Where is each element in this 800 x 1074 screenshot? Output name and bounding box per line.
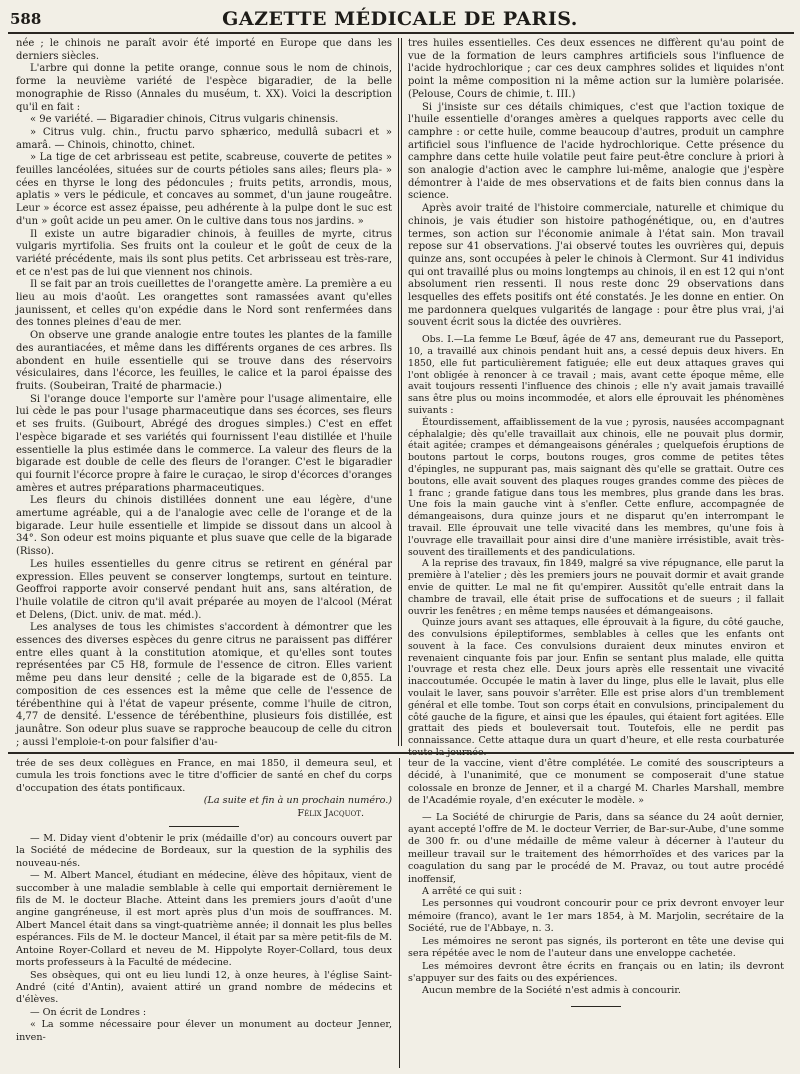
column-bottom-left bbox=[16, 758, 392, 1070]
news-separator bbox=[169, 826, 239, 827]
news-item: Les mémoires ne seront pas signés, ils porteront en tête une devise qui sera répétée avec le nom de l'auteur dans une enveloppe cachetée. bbox=[408, 935, 784, 960]
page-header bbox=[10, 6, 790, 30]
column-divider-top bbox=[398, 38, 399, 746]
paragraph: Les huiles essentielles du genre citrus se retirent en général par expression. Elles peuvent se conserver longtemps, surtout en teinture. Geoffroi rapporte avoir conservé pendant huit ans, sans altération, de l'huile volatile de citron qu'il avait préparée au moyen de l'alcool (Mérat et Delens, (Dict. univ. de mat. méd.). bbox=[16, 558, 392, 621]
paragraph: Il existe un autre bigaradier chinois, à feuilles de myrte, citrus vulgaris myrtifolia. Ses fruits ont la couleur et le goût de ceux de la variété précédente, mais ils sont plus petits. Cet arbrisseau est très-rare, et ce n'est pas de lui que viennent nos chinois. bbox=[16, 228, 392, 278]
paragraph: née ; le chinois ne paraît avoir été importé en Europe que dans les derniers siècles. bbox=[16, 38, 392, 62]
author-signature: Félix Jacquot. bbox=[297, 807, 364, 819]
paragraph: » Citrus vulg. chin., fructu parvo sphærico, medullâ subacri et » amarâ. — Chinois, chinotto, chinet. bbox=[16, 126, 392, 151]
journal-title: GAZETTE MÉDICALE DE PARIS. bbox=[222, 8, 578, 30]
paragraph: « 9e variété. — Bigaradier chinois, Citrus vulgaris chinensis. bbox=[30, 114, 339, 126]
paragraph: Après avoir traité de l'histoire commerciale, naturelle et chimique du chinois, je vais étudier son histoire pathogénétique, ou, en d'autres termes, son action sur l'économie animale à l'état sain. Mon travail repose sur 41 observations. J'ai observé toutes les ouvrières qui, depuis quinze ans, sont occupées à peler le chinois à Clermont. Sur 41 individus qui ont travaillé plus ou moins longtemps au chinois, il en est 12 qui n'ont absolument rien ressenti. Il nous reste donc 29 observations dans lesquelles des effets positifs ont été constatés. Je les donne en entier. On me pardonnera quelques vulgarités de langage : pour être plus vrai, j'ai souvent écrit sous la dictée des ouvrières. bbox=[408, 203, 784, 329]
column-divider-bottom bbox=[399, 758, 400, 1068]
paragraph: Il se fait par an trois cueillettes de l'orangette amère. La première a eu lieu au mois d'août. Les orangettes sont ramassées avant qu'elles jaunissent, et celles qu'on expédie dans le Nord sont renfermées dans des tonnes pleines d'eau de mer. bbox=[16, 279, 392, 329]
observation-paragraph: Obs. I.—La femme Le Bœuf, âgée de 47 ans, demeurant rue du Passeport, 10, a travaillé aux chinois pendant huit ans, a cessé depuis deux hivers. En 1850, elle fut particulièrement fatiguée; elle eut deux attaques graves qui l'ont obligée à renoncer à ce travail ; mais, avant cette époque même, elle avait toujours ressenti l'influence des chinois ; elle n'y avait jamais travaillé sans être plus ou moins incommodée, et alors elle éprouvait les phénomènes suivants : bbox=[408, 334, 784, 416]
news-item: — La Société de chirurgie de Paris, dans sa séance du 24 août dernier, ayant accepté l'offre de M. le docteur Verrier, de Bar-sur-Aube, d'une somme de 300 fr. ou d'une médaille de même valeur à décerner à l'auteur du meilleur travail sur le traitement des hémorrhoïdes et des varices par la coagulation du sang par le procédé de M. Pravaz, ou tout autre procédé inoffensif, bbox=[408, 811, 784, 885]
news-item: Aucun membre de la Société n'est admis à concourir. bbox=[422, 985, 681, 997]
header-rule bbox=[8, 32, 794, 34]
observation-paragraph: Étourdissement, affaiblissement de la vue ; pyrosis, nausées accompagnant céphalalgie; dès qu'elle travaillait aux chinois, elle ne pouvait plus dormir, était agitée; crampes et démangeaisons générales ; quelquefois éruptions de boutons partout le corps, boutons rouges, gros comme de petites têtes d'épingles, ne suppurant pas, mais saignant dès qu'elle se grattait. Outre ces boutons, elle avait souvent des plaques rouges grandes comme des pièces de 1 franc ; grande fatigue dans tous les membres, plus grande dans les bras. Une fois la main gauche vint à s'enfler. Cette enflure, accompagnée de démangeaisons, dura quinze jours et ne disparut qu'en interrompant le travail. Elle éprouvait une telle vivacité dans les membres, qu'une fois à l'ouvrage elle travaillait pour ainsi dire d'une manière irrésistible, avait très-souvent des tiraillements et des pandiculations. bbox=[408, 416, 784, 558]
paragraph: trée de ses deux collègues en France, en mai 1850, il demeura seul, et cumula les trois fonctions avec le titre d'officier de santé en chef du corps d'occupation des états pontificaux. bbox=[16, 758, 392, 794]
observation-paragraph: A la reprise des travaux, fin 1849, malgré sa vive répugnance, elle parut la première à l'atelier ; dès les premiers jours ne pouvait dormir et avait grande envie de quitter. Le mal ne fit qu'empirer. Aussitôt qu'elle entrait dans la chambre de travail, elle était prise de suffocations et de sueurs ; il fallait ouvrir les fenêtres ; en même temps nausées et démangeaisons. bbox=[408, 558, 784, 617]
news-item: Les personnes qui voudront concourir pour ce prix devront envoyer leur mémoire (franco), avant le 1er mars 1854, à M. Marjolin, secrétaire de la Société, rue de l'Abbaye, n. 3. bbox=[408, 898, 784, 935]
paragraph: Les analyses de tous les chimistes s'accordent à démontrer que les essences des diverses espèces du genre citrus ne paraissent pas différer entre elles quant à la constitution atomique, et qu'elles sont toutes représentées par C5 H8, formule de l'essence de citron. Elles varient même peu dans leur densité ; celle de la bigarade est de 0,855. La composition de ces essences est la même que celle de l'essence de térébenthine qui à l'état de vapeur présente, comme l'huile de citron, 4,77 de densité. L'essence de térébenthine, plusieurs fois distillée, est jaunâtre. Son odeur plus suave se rapproche beaucoup de celle du citron ; aussi l'emploie-t-on pour falsifier d'au- bbox=[16, 622, 392, 748]
paragraph: On observe une grande analogie entre toutes les plantes de la famille des aurantiacées, et même dans les différents organes de ces arbres. Ils abondent en huile essentielle qui se trouve dans des réservoirs vésiculaires, dans l'écorce, les feuilles, le calice et la paroi épaisse des fruits. (Soubeiran, Traité de pharmacie.) bbox=[16, 330, 392, 392]
paragraph: tres huiles essentielles. Ces deux essences ne diffèrent qu'au point de vue de la formation de leurs camphres artificiels sous l'influence de l'acide hydrochlorique ; car ces deux camphres solides et liquides n'ont point la même composition ni la même action sur la lumière polarisée. (Pelouse, Cours de chimie, t. III.) bbox=[408, 38, 784, 100]
observation-paragraph: Quinze jours avant ses attaques, elle éprouvait à la figure, du côté gauche, des convulsions épileptiformes, semblables à celles que les enfants ont souvent à la face. Ces convulsions duraient deux minutes environ et revenaient cinquante fois par jour. Enfin se sentant plus malade, elle quitta l'ouvrage et resta chez elle. Deux jours après elle ressentait une vivacité inaccoutumée. Occupée le matin à laver du linge, plus elle le lavait, plus elle voulait le laver, sans pouvoir s'arrêter. Elle est prise alors d'un tremblement général et elle tombe. Tout son corps était en convulsions, principalement du côté gauche de la figure, et ainsi que les épaules, qui étaient fort agitées. Elle grattait des pieds et bouleversait tout. Toutefois, elle ne perdit pas connaissance. Cette attaque dura un quart d'heure, et elle resta courbaturée bbox=[408, 617, 784, 747]
continuation-note: (La suite et fin à un prochain numéro.) bbox=[203, 795, 392, 807]
news-item: « La somme nécessaire pour élever un monument au docteur Jenner, inven- bbox=[16, 1019, 392, 1043]
column-top-left bbox=[16, 38, 392, 748]
closing-separator bbox=[571, 1006, 621, 1007]
news-item: Ses obsèques, qui ont eu lieu lundi 12, à onze heures, à l'église Saint-André (cité d'Antin), avaient attiré un grand nombre de médecins et d'élèves. bbox=[16, 969, 392, 1006]
news-item: A arrêté ce qui suit : bbox=[422, 886, 522, 898]
paragraph: Si l'orange douce l'emporte sur l'amère pour l'usage alimentaire, elle lui cède le pas pour l'usage pharmaceutique dans ses écorces, ses fleurs et ses fruits. (Guibourt, Abrégé des drogues simples.) C'est en effet l'espèce bigarade et ses variétés qui fournissent l'eau distillée et l'huile essentielle la plus estimée dans le commerce. La valeur des fleurs de la bigarade est double de celle des fleurs de l'oranger. C'est le bigaradier qui fournit l'écorce propre à faire le curaçao, le sirop d'écorces d'oranges amères et autres préparations pharmaceutiques. bbox=[16, 393, 392, 494]
paragraph: Si j'insiste sur ces détails chimiques, c'est que l'action toxique de l'huile essentielle d'oranges amères a quelques rapports avec celle du camphre : or cette huile, comme beaucoup d'autres, produit un camphre artificiel sous l'influence de l'acide hydrochlorique. Cette présence du camphre dans cette huile volatile peut faire peut-être conclure à priori à son analogie d'action avec le camphre lui-même, analogie que j'espère démontrer à l'aide de mes observations et de faits bien connus dans la science. bbox=[408, 101, 784, 202]
news-item: — On écrit de Londres : bbox=[30, 1006, 147, 1018]
page-number: 588 bbox=[10, 10, 42, 28]
column-bottom-right bbox=[408, 758, 784, 1070]
paragraph: » La tige de cet arbrisseau est petite, scabreuse, couverte de petites » feuilles lancéolées, situées sur de courts pétioles sans ailes; fleurs pla- » cées en thyrse le long des pédoncules ; fruits petits, arrondis, mous, aplatis » vers le pédicule, et concaves au sommet, d'un jaune rougeâtre. Leur » écorce est assez épaisse, peu adhérente à la pulpe dont le suc est d'un » goût acide un peu amer. On le cultive dans tous nos jardins. » bbox=[16, 152, 392, 227]
paragraph: Les fleurs du chinois distillées donnent une eau légère, d'une amertume agréable, qui a de l'analogie avec celle de l'orange et de la bigarade. Leur huile essentielle et limpide se dissout dans un alcool à 34°. Son odeur est moins piquante et plus suave que celle de la bigarade (Risso). bbox=[16, 495, 392, 558]
news-item: Les mémoires devront être écrits en français ou en latin; ils devront s'appuyer sur des faits ou des expériences. bbox=[408, 960, 784, 984]
section-rule bbox=[8, 752, 794, 754]
paragraph: L'arbre qui donne la petite orange, connue sous le nom de chinois, forme la neuvième variété de l'espèce bigaradier, de la belle monographie de Risso (Annales du muséum, t. XX). Voici la description qu'il en fait : bbox=[16, 63, 392, 113]
news-item: — M. Diday vient d'obtenir le prix (médaille d'or) au concours ouvert par la Société de médecine de Bordeaux, sur la question de la syphilis des nouveau-nés. bbox=[16, 833, 392, 869]
news-item: teur de la vaccine, vient d'être complétée. Le comité des souscripteurs a décidé, à l'unanimité, que ce monument se composerait d'une statue colossale en bronze de Jenner, et il a chargé M. Charles Marshall, membre de l'Académie royale, d'en exécuter le modèle. » bbox=[408, 758, 784, 807]
column-top-right bbox=[408, 38, 784, 748]
news-item: — M. Albert Mancel, étudiant en médecine, élève des hôpitaux, vient de succomber à une maladie semblable à celle qui emportait dernièrement le fils de M. le docteur Blache. Atteint dans les premiers jours d'août d'une angine gangréneuse, il est mort après plus d'un mois de souffrances. M. Albert Mancel était dans sa vingt-quatrième année; il donnait les plus belles espérances. Fils de M. le docteur Mancel, il était par sa mère petit-fils de M. Antoine Royer-Collard et neveu de M. Hippolyte Royer-Collard, tous deux morts professeurs à la Faculté de médecine. bbox=[16, 870, 392, 969]
column-divider-top bbox=[401, 38, 402, 746]
